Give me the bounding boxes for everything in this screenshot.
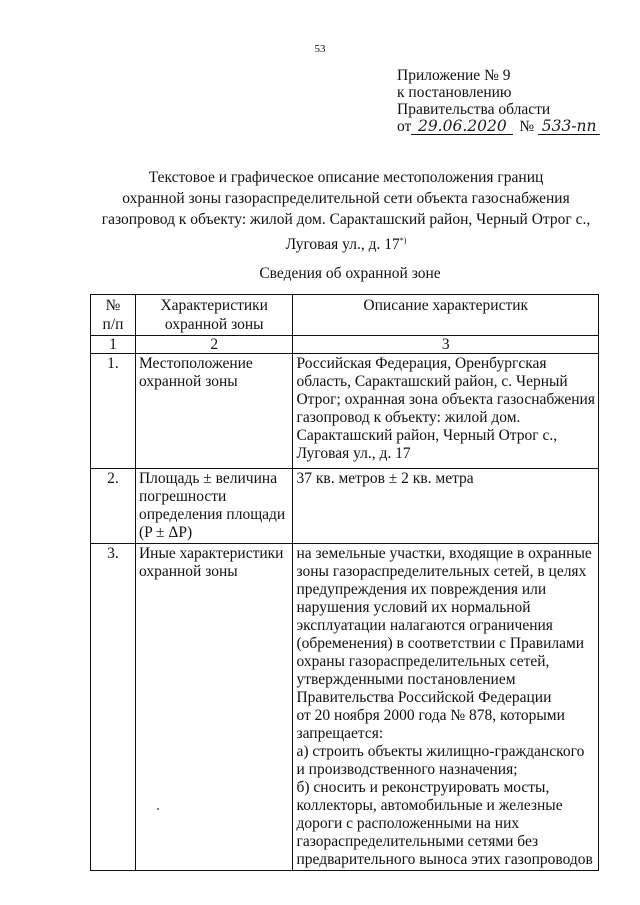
footnote-mark: *) xyxy=(399,236,407,245)
header-number: № п/п xyxy=(91,295,136,336)
table-row xyxy=(91,469,599,544)
appendix-date-line xyxy=(397,118,600,135)
row-number: 3. xyxy=(91,544,136,871)
row-description: на земельные участки, входящие в охранные зоны газораспределительных сетей, в целях предупреждения их повреждения или нарушения условий их нормальной эксплуатации налагаются ограничения (обременения) в соответствии с Правилами охраны газораспределительных сетей, утвержденными постановлением Правительства Российской Федерации от 20 ноября 2000 года № 878, которыми запрещается: а) строить объекты жилищно-гражданского и производственного назначения; б) сносить и реконструировать мосты, коллекторы, автомобильные и железные дороги с расположенными на них газораспределительными сетями без предварительного выноса этих газопроводов xyxy=(293,544,599,871)
column-number: 2 xyxy=(135,336,293,354)
date-prefix: от xyxy=(397,118,412,135)
scan-speck xyxy=(157,808,159,810)
title-line-1: Текстовое и графическое описание местоположения границ xyxy=(148,169,544,186)
row-characteristic: Иные характеристики охранной зоны xyxy=(135,544,293,871)
table-row xyxy=(91,354,599,469)
row-description: Российская Федерация, Оренбургская область, Саракташский район, с. Черный Отрог; охранная зона объекта газоснабжения газопровод к объекту: жилой дом. Саракташский район, Черный Отрог с., Луговая ул., д. 17 xyxy=(293,354,599,469)
handwritten-number: 533-пп xyxy=(538,119,600,135)
table-row xyxy=(91,544,599,871)
appendix-block xyxy=(397,67,600,135)
section-subtitle: Сведения об охранной зоне xyxy=(259,265,441,282)
column-number: 3 xyxy=(293,336,599,354)
header-description: Описание характеристик xyxy=(293,295,599,336)
zone-info-table xyxy=(90,294,599,871)
page-number: 53 xyxy=(314,43,326,55)
title-line-4: Луговая ул., д. 17*) xyxy=(285,236,407,254)
number-prefix: № xyxy=(519,118,535,135)
header-characteristic: Характеристики охранной зоны xyxy=(135,295,293,336)
appendix-line-2: к постановлению xyxy=(397,84,512,101)
row-number: 2. xyxy=(91,469,136,544)
column-number: 1 xyxy=(91,336,136,354)
table-header-row xyxy=(91,295,599,336)
handwritten-date: 29.06.2020 xyxy=(411,119,513,135)
row-description: 37 кв. метров ± 2 кв. метра xyxy=(293,469,599,544)
appendix-line-1: Приложение № 9 xyxy=(397,67,511,84)
column-number-row xyxy=(91,336,599,354)
row-number: 1. xyxy=(91,354,136,469)
title-line-3: газопровод к объекту: жилой дом. Саракташский район, Черный Отрог с., xyxy=(101,211,591,228)
row-characteristic: Местоположение охранной зоны xyxy=(135,354,293,469)
appendix-line-3: Правительства области xyxy=(397,101,551,118)
document-title xyxy=(0,167,640,255)
title-line-2: охранной зоны газораспределительной сети объекта газоснабжения xyxy=(122,190,570,207)
row-characteristic: Площадь ± величина погрешности определения площади (P ± ΔP) xyxy=(135,469,293,544)
